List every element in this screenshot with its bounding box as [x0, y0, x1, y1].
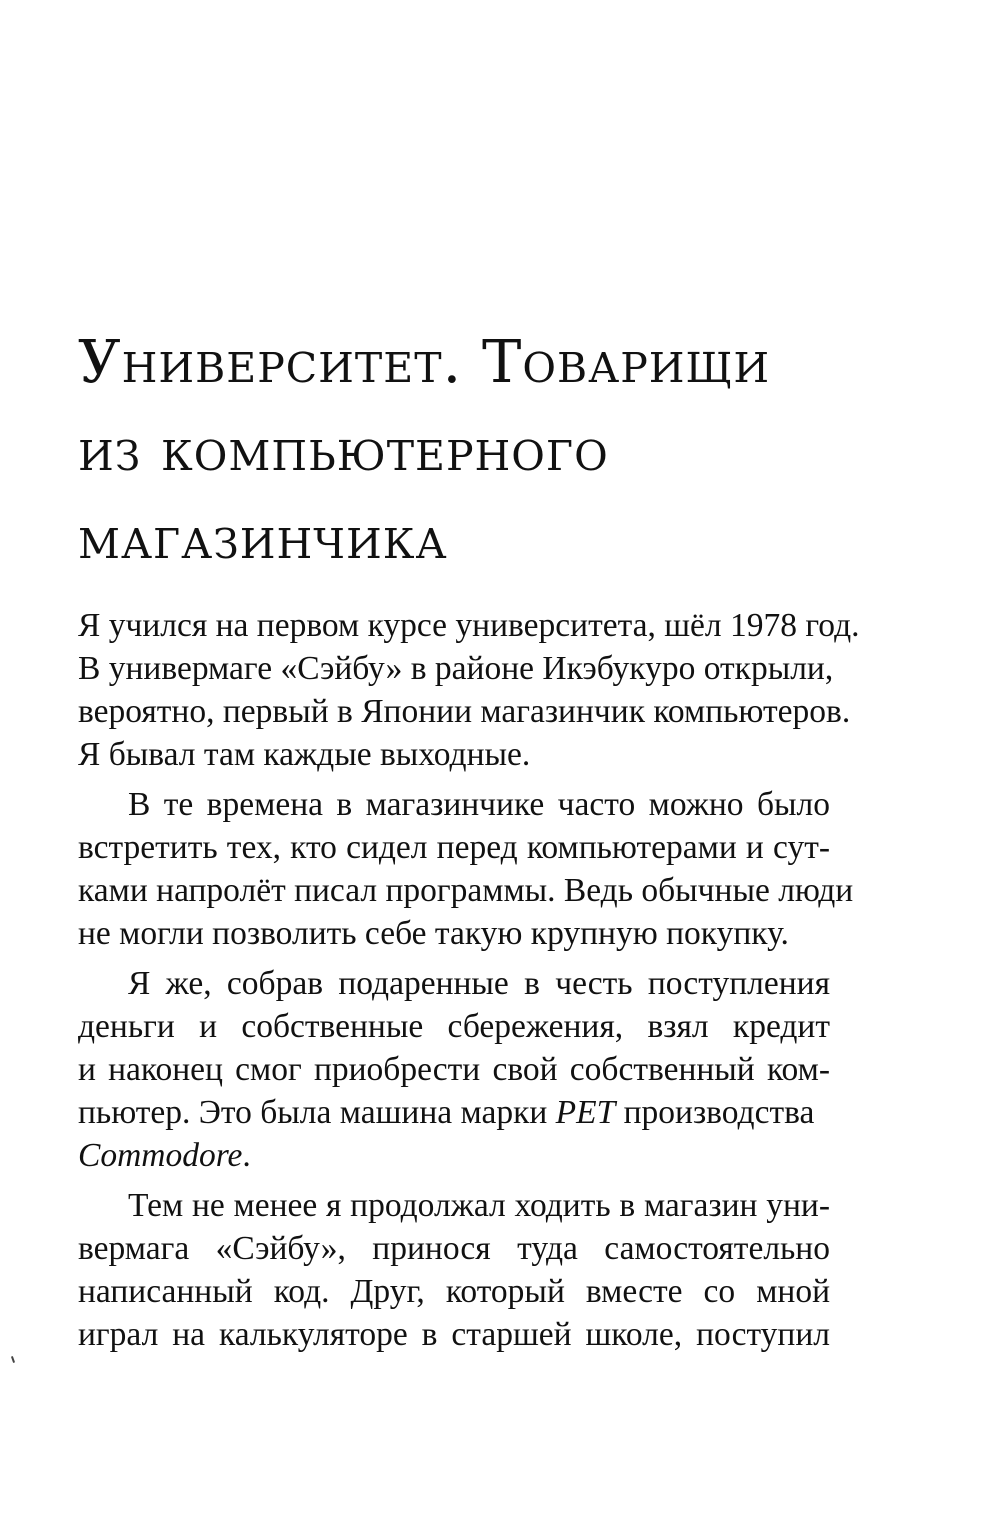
paragraph-2: [78, 783, 854, 955]
scan-speck: [11, 1356, 15, 1363]
text-line: [78, 1134, 830, 1177]
text-fragment: производства: [615, 1094, 815, 1131]
text-line: В те времена в магазинчике часто можно было: [128, 786, 830, 823]
brand-pet: PET: [555, 1094, 616, 1131]
brand-commodore: Commodore: [78, 1137, 243, 1174]
text-line: В универмаге «Сэйбу» в районе Икэбукуро открыли,: [78, 650, 834, 687]
text-line: [78, 1091, 830, 1134]
text-line: вероятно, первый в Японии магазинчик компьютеров.: [78, 693, 851, 730]
text-line: ками напролёт писал программы. Ведь обычные люди: [78, 872, 854, 909]
text-line: деньги и собственные сбережения, взял кредит: [78, 1008, 830, 1045]
chapter-title-line: магазинчика: [78, 503, 448, 572]
text-line: Я учился на первом курсе университета, шёл 1978 год.: [78, 607, 860, 644]
text-line: Я же, собрав подаренные в честь поступления: [128, 965, 830, 1002]
paragraph-1: [78, 604, 860, 776]
text-line: встретить тех, кто сидел перед компьютерами и сут-: [78, 829, 830, 866]
body-text: [78, 604, 860, 1363]
text-line: Я бывал там каждые выходные.: [78, 736, 531, 773]
paragraph-4: [78, 1184, 830, 1356]
text-line: не могли позволить себе такую крупную покупку.: [78, 915, 789, 952]
chapter-title-line: из компьютерного: [78, 415, 609, 484]
paragraph-3: [78, 962, 830, 1177]
text-line: вермага «Сэйбу», принося туда самостоятельно: [78, 1230, 830, 1267]
text-fragment: .: [242, 1137, 251, 1174]
chapter-title: [78, 318, 938, 582]
chapter-title-line: Университет. Товарищи: [78, 327, 771, 396]
text-line: Тем не менее я продолжал ходить в магазин уни-: [128, 1187, 830, 1224]
text-line: и наконец смог приобрести свой собственный ком-: [78, 1051, 830, 1088]
text-line: играл на калькуляторе в старшей школе, поступил: [78, 1316, 830, 1353]
text-fragment: пьютер. Это была машина марки: [78, 1094, 556, 1131]
text-line: написанный код. Друг, который вместе со мной: [78, 1273, 830, 1310]
